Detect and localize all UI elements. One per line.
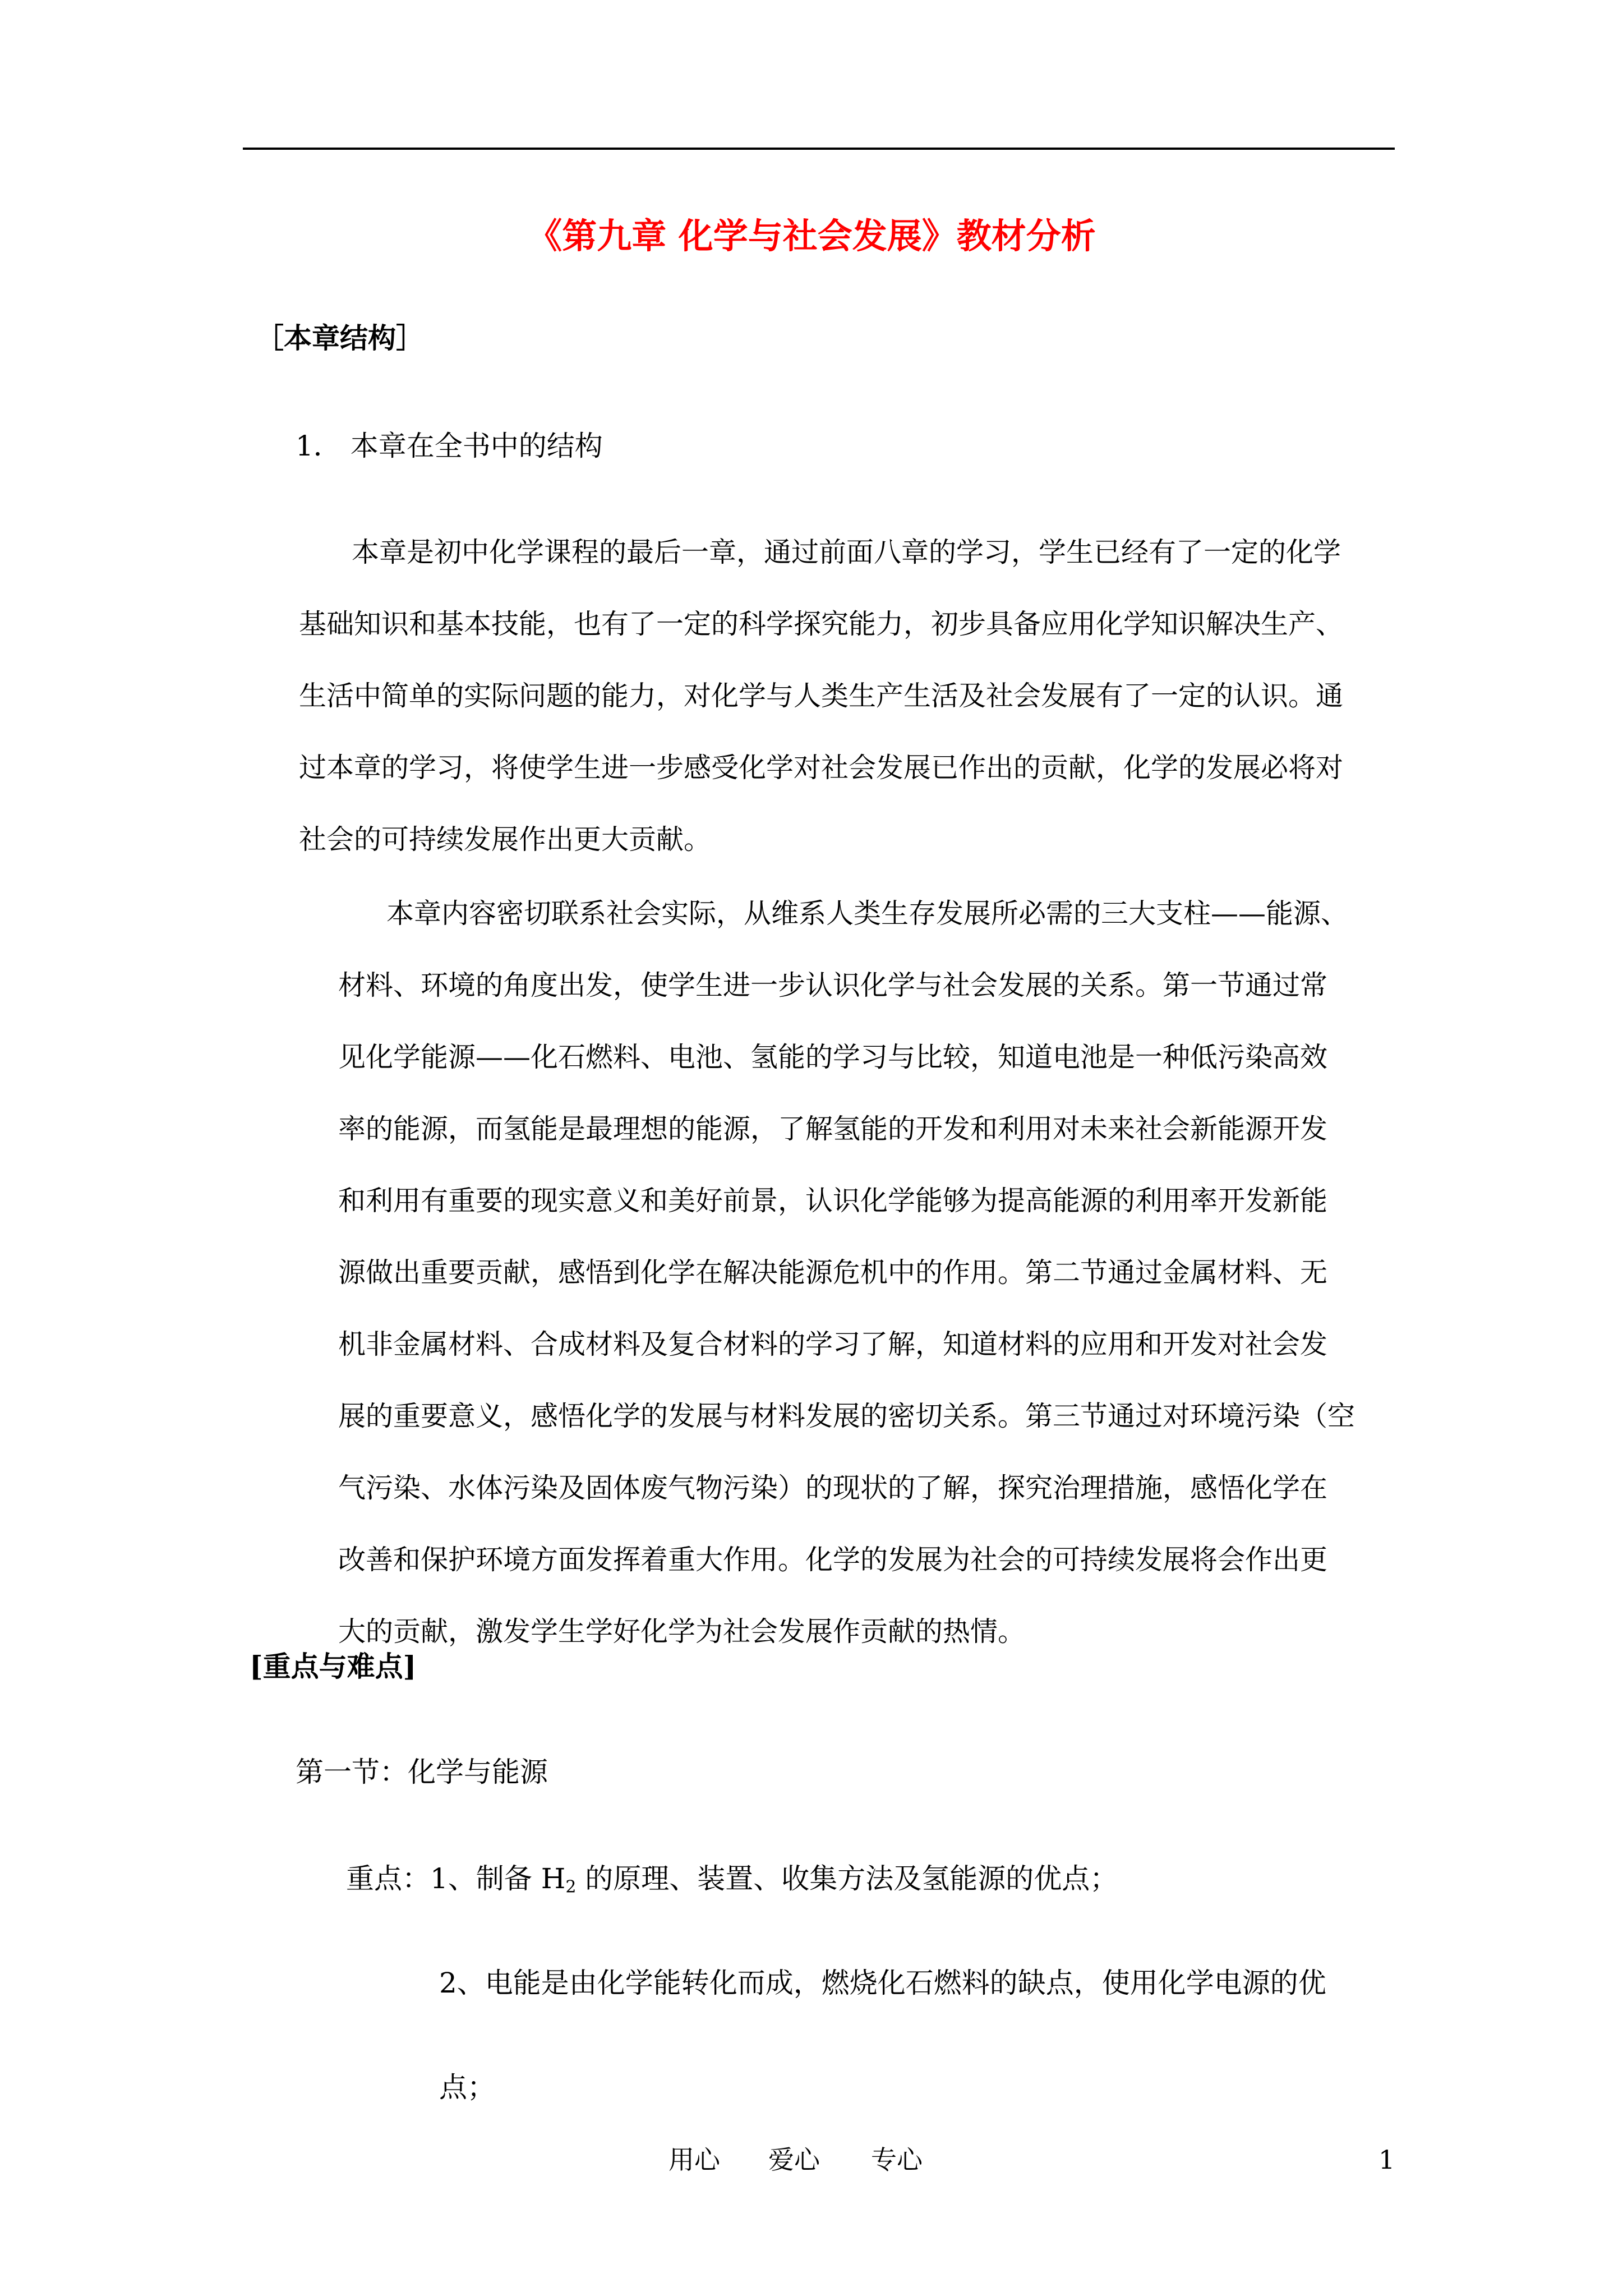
header-rule (243, 148, 1395, 150)
key-point-1-suffix: 的原理、装置、收集方法及氢能源的优点； (576, 1862, 1118, 1895)
key-point-2-line1: 2、电能是由化学能转化而成，燃烧化石燃料的缺点，使用化学电源的优 (439, 1967, 1326, 1999)
paragraph-line: 源做出重要贡献，感悟到化学在解决能源危机中的作用。第二节通过金属材料、无 (338, 1257, 1328, 1289)
key-point-1 (346, 1859, 1118, 1907)
paragraph-line: 本章内容密切联系社会实际，从维系人类生存发展所必需的三大支柱——能源、 (386, 898, 1349, 930)
section-heading-key-points: [重点与难点] (250, 1650, 417, 1683)
key-point-1-prefix: 重点：1、制备 H (346, 1862, 566, 1895)
footer-motto-3: 专心 (871, 2145, 923, 2175)
paragraph-line: 社会的可持续发展作出更大贡献。 (299, 823, 712, 855)
paragraph-line: 见化学能源——化石燃料、电池、氢能的学习与比较，知道电池是一种低污染高效 (338, 1041, 1328, 1073)
footer-motto-2: 爱心 (768, 2145, 820, 2175)
paragraph-line: 和利用有重要的现实意义和美好前景，认识化学能够为提高能源的利用率开发新能 (338, 1185, 1328, 1217)
paragraph-line: 机非金属材料、合成材料及复合材料的学习了解，知道材料的应用和开发对社会发 (338, 1328, 1328, 1360)
page-number: 1 (1378, 2145, 1395, 2175)
paragraph-line: 生活中简单的实际问题的能力，对化学与人类生产生活及社会发展有了一定的认识。通 (299, 680, 1344, 712)
item-heading-structure-position: 1． 本章在全书中的结构 (296, 430, 603, 462)
document-title: 《第九章 化学与社会发展》教材分析 (527, 215, 1096, 256)
paragraph-line: 展的重要意义，感悟化学的发展与材料发展的密切关系。第三节通过对环境污染（空 (338, 1400, 1355, 1432)
footer-motto-1: 用心 (668, 2145, 720, 2175)
paragraph-line: 率的能源，而氢能是最理想的能源，了解氢能的开发和利用对未来社会新能源开发 (338, 1113, 1328, 1145)
key-point-1-subscript: 2 (565, 1877, 577, 1897)
section-heading-structure: ［本章结构］ (256, 321, 424, 355)
paragraph-line: 气污染、水体污染及固体废气物污染）的现状的了解，探究治理措施，感悟化学在 (338, 1472, 1328, 1504)
paragraph-line: 改善和保护环境方面发挥着重大作用。化学的发展为社会的可持续发展将会作出更 (338, 1544, 1328, 1576)
key-point-2-line2: 点； (439, 2071, 495, 2104)
paragraph-line: 基础知识和基本技能，也有了一定的科学探究能力，初步具备应用化学知识解决生产、 (299, 608, 1344, 640)
paragraph-line: 大的贡献，激发学生学好化学为社会发展作贡献的热情。 (338, 1616, 1026, 1648)
paragraph-line: 材料、环境的角度出发，使学生进一步认识化学与社会发展的关系。第一节通过常 (338, 969, 1328, 1001)
subsection-heading-energy: 第一节：化学与能源 (296, 1756, 548, 1788)
paragraph-line: 过本章的学习，将使学生进一步感受化学对社会发展已作出的贡献，化学的发展必将对 (299, 752, 1344, 784)
paragraph-line: 本章是初中化学课程的最后一章，通过前面八章的学习，学生已经有了一定的化学 (352, 536, 1341, 568)
